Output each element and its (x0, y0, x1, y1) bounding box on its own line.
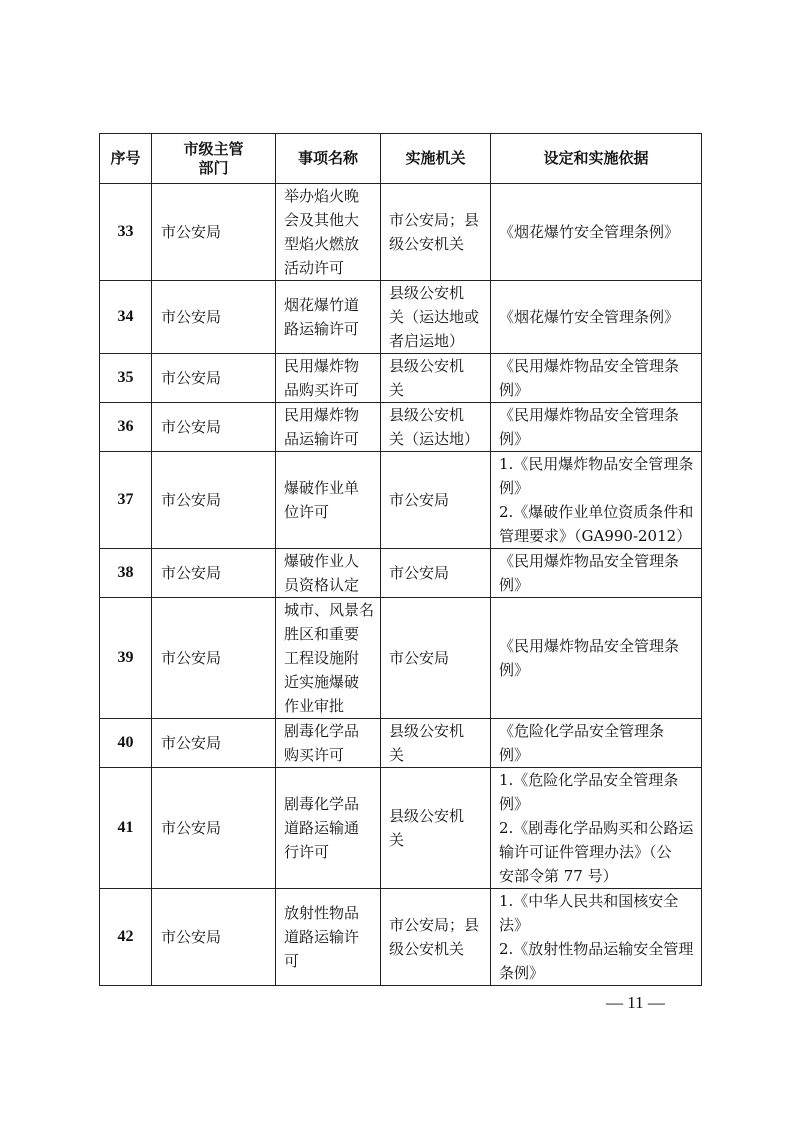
cell-text-line: 剧毒化学品 (284, 795, 360, 813)
cell-text-line: 2.《剧毒化学品购买和公路运 (499, 819, 694, 837)
legal-basis-cell (491, 889, 702, 986)
row-number-cell: 37 (100, 452, 152, 549)
item-name-cell (276, 354, 381, 403)
column-header-implementing-body (381, 134, 491, 184)
department-cell: 市公安局 (152, 719, 276, 768)
cell-text-line: 关（运达地） (389, 430, 480, 448)
table-row (100, 403, 702, 452)
cell-text-line: 品运输许可 (284, 430, 360, 448)
cell-text-line: 级公安机关 (389, 940, 465, 958)
column-header-legal-basis (491, 134, 702, 184)
department-cell: 市公安局 (152, 889, 276, 986)
item-name-cell (276, 768, 381, 889)
department-cell: 市公安局 (152, 452, 276, 549)
item-name-cell (276, 281, 381, 354)
table-row (100, 354, 702, 403)
department-cell: 市公安局 (152, 184, 276, 281)
cell-text-line: 近实施爆破 (284, 673, 360, 691)
legal-basis-cell (491, 281, 702, 354)
implementing-body-cell (381, 768, 491, 889)
header-label-line: 事项名称 (297, 149, 358, 167)
cell-text-line: 例》 (499, 576, 530, 594)
cell-text-line: 市公安局 (389, 564, 450, 582)
cell-text-line: 1.《中华人民共和国核安全 (499, 892, 679, 910)
cell-text-line: 《危险化学品安全管理条 (499, 722, 665, 740)
cell-text-line: 工程设施附 (284, 649, 360, 667)
cell-text-line: 品购买许可 (284, 381, 360, 399)
license-table-container (99, 133, 701, 986)
cell-text-line: 市公安局；县 (389, 916, 480, 934)
cell-text-line: 者启运地） (389, 332, 465, 350)
cell-text-line: 关 (389, 381, 405, 399)
cell-text-line: 城市、风景名 (284, 601, 375, 619)
cell-text-line: 1.《危险化学品安全管理条 (499, 771, 679, 789)
cell-text-line: 《民用爆炸物品安全管理条 (499, 637, 680, 655)
cell-text-line: 民用爆炸物 (284, 357, 360, 375)
cell-text-line: 法》 (499, 916, 530, 934)
department-cell: 市公安局 (152, 403, 276, 452)
row-number-cell: 42 (100, 889, 152, 986)
cell-text-line: 级公安机关 (389, 235, 465, 253)
implementing-body-cell (381, 889, 491, 986)
cell-text-line: 市公安局 (389, 491, 450, 509)
header-label-line: 序号 (110, 149, 141, 167)
implementing-body-cell (381, 549, 491, 598)
cell-text-line: 作业审批 (284, 697, 345, 715)
legal-basis-cell (491, 184, 702, 281)
legal-basis-cell (491, 719, 702, 768)
item-name-cell (276, 549, 381, 598)
cell-text-line: 县级公安机 (389, 284, 465, 302)
cell-text-line: 县级公安机 (389, 722, 465, 740)
legal-basis-cell (491, 452, 702, 549)
item-name-cell (276, 403, 381, 452)
implementing-body-cell (381, 281, 491, 354)
row-number-cell: 41 (100, 768, 152, 889)
page-number: — 11 — (606, 993, 665, 1012)
department-cell: 市公安局 (152, 549, 276, 598)
header-label-line: 实施机关 (405, 149, 466, 167)
cell-text-line: 市公安局 (389, 649, 450, 667)
cell-text-line: 1.《民用爆炸物品安全管理条 (499, 455, 694, 473)
cell-text-line: 会及其他大 (284, 211, 360, 229)
column-header-item-name (276, 134, 381, 184)
table-row (100, 768, 702, 889)
table-body (100, 184, 702, 986)
cell-text-line: 2.《爆破作业单位资质条件和 (499, 503, 694, 521)
cell-text-line: 员资格认定 (284, 576, 360, 594)
cell-text-line: 管理要求》（GA990-2012） (499, 527, 692, 545)
cell-text-line: 《民用爆炸物品安全管理条 (499, 552, 680, 570)
row-number-cell: 36 (100, 403, 152, 452)
cell-text-line: 路运输许可 (284, 320, 360, 338)
cell-text-line: 《民用爆炸物品安全管理条 (499, 357, 680, 375)
cell-text-line: 县级公安机 (389, 406, 465, 424)
legal-basis-cell (491, 403, 702, 452)
cell-text-line: 条例》 (499, 964, 545, 982)
row-number-cell: 35 (100, 354, 152, 403)
cell-text-line: 县级公安机 (389, 357, 465, 375)
cell-text-line: 爆破作业单 (284, 479, 360, 497)
table-header-row (100, 134, 702, 184)
cell-text-line: 举办焰火晚 (284, 187, 360, 205)
cell-text-line: 输许可证件管理办法》（公 (499, 843, 672, 861)
legal-basis-cell (491, 768, 702, 889)
column-header-department (152, 134, 276, 184)
cell-text-line: 关（运达地或 (389, 308, 480, 326)
item-name-cell (276, 719, 381, 768)
row-number-cell: 38 (100, 549, 152, 598)
cell-text-line: 例》 (499, 661, 530, 679)
implementing-body-cell (381, 452, 491, 549)
item-name-cell (276, 889, 381, 986)
cell-text-line: 《烟花爆竹安全管理条例》 (499, 223, 680, 241)
header-label-line: 市级主管 (183, 139, 244, 158)
column-header-number (100, 134, 152, 184)
item-name-cell (276, 184, 381, 281)
cell-text-line: 《烟花爆竹安全管理条例》 (499, 308, 680, 326)
header-label-line: 部门 (198, 158, 229, 177)
cell-text-line: 县级公安机 (389, 807, 465, 825)
implementing-body-cell (381, 184, 491, 281)
license-table (99, 133, 702, 986)
cell-text-line: 活动许可 (284, 259, 345, 277)
table-row (100, 549, 702, 598)
table-row (100, 598, 702, 719)
cell-text-line: 关 (389, 746, 405, 764)
implementing-body-cell (381, 598, 491, 719)
row-number-cell: 33 (100, 184, 152, 281)
department-cell: 市公安局 (152, 354, 276, 403)
legal-basis-cell (491, 598, 702, 719)
legal-basis-cell (491, 549, 702, 598)
table-row (100, 719, 702, 768)
cell-text-line: 可 (284, 952, 300, 970)
cell-text-line: 例》 (499, 381, 530, 399)
cell-text-line: 购买许可 (284, 746, 345, 764)
cell-text-line: 道路运输许 (284, 928, 360, 946)
cell-text-line: 爆破作业人 (284, 552, 360, 570)
cell-text-line: 《民用爆炸物品安全管理条 (499, 406, 680, 424)
cell-text-line: 民用爆炸物 (284, 406, 360, 424)
table-row (100, 889, 702, 986)
cell-text-line: 市公安局；县 (389, 211, 480, 229)
row-number-cell: 40 (100, 719, 152, 768)
cell-text-line: 位许可 (284, 503, 330, 521)
item-name-cell (276, 452, 381, 549)
row-number-cell: 39 (100, 598, 152, 719)
cell-text-line: 例》 (499, 430, 530, 448)
implementing-body-cell (381, 719, 491, 768)
legal-basis-cell (491, 354, 702, 403)
department-cell: 市公安局 (152, 768, 276, 889)
header-label-line: 设定和实施依据 (543, 149, 649, 167)
implementing-body-cell (381, 354, 491, 403)
cell-text-line: 胜区和重要 (284, 625, 360, 643)
department-cell: 市公安局 (152, 598, 276, 719)
table-row (100, 281, 702, 354)
cell-text-line: 安部令第 77 号） (499, 867, 618, 885)
cell-text-line: 2.《放射性物品运输安全管理 (499, 940, 694, 958)
cell-text-line: 关 (389, 831, 405, 849)
item-name-cell (276, 598, 381, 719)
cell-text-line: 例》 (499, 479, 530, 497)
table-row (100, 184, 702, 281)
table-row (100, 452, 702, 549)
cell-text-line: 例》 (499, 746, 530, 764)
cell-text-line: 型焰火燃放 (284, 235, 360, 253)
cell-text-line: 行许可 (284, 843, 330, 861)
cell-text-line: 剧毒化学品 (284, 722, 360, 740)
cell-text-line: 烟花爆竹道 (284, 296, 360, 314)
cell-text-line: 道路运输通 (284, 819, 360, 837)
department-cell: 市公安局 (152, 281, 276, 354)
implementing-body-cell (381, 403, 491, 452)
row-number-cell: 34 (100, 281, 152, 354)
cell-text-line: 放射性物品 (284, 904, 360, 922)
cell-text-line: 例》 (499, 795, 530, 813)
